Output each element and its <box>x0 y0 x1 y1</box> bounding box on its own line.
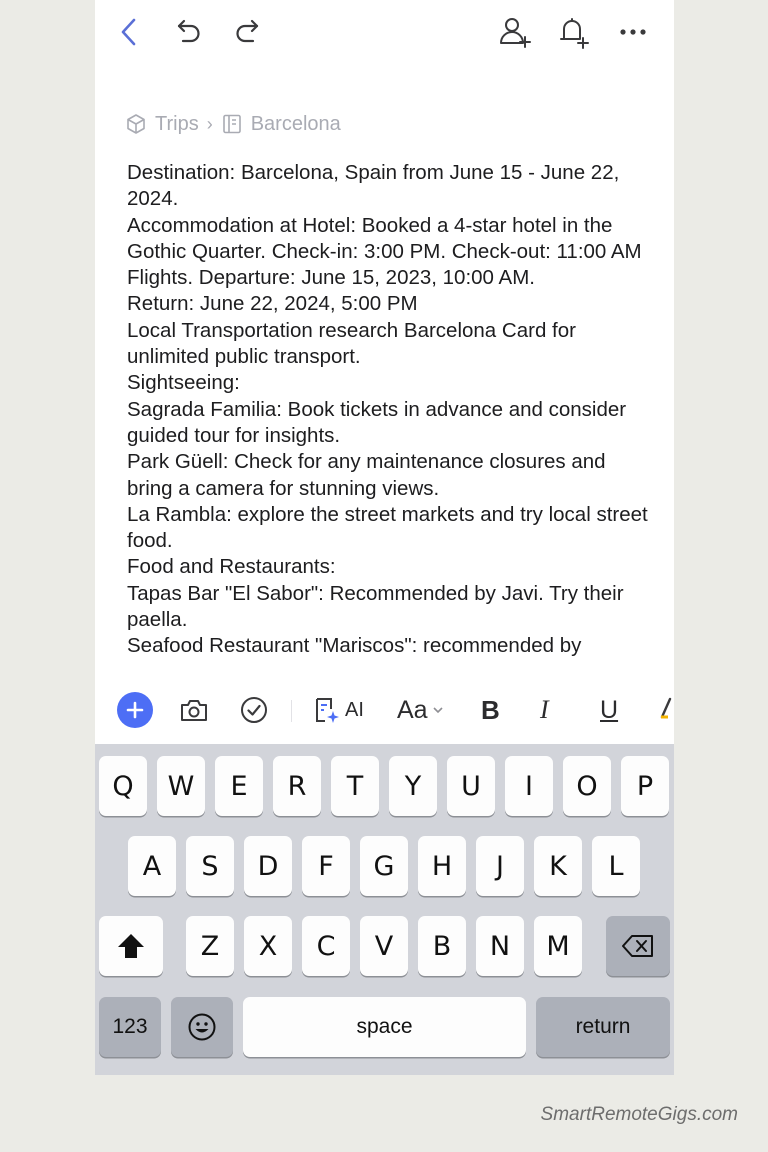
bold-button[interactable] <box>481 690 500 730</box>
ai-label: AI <box>345 698 364 721</box>
key-s[interactable]: S <box>186 836 234 896</box>
more-options-button[interactable] <box>613 12 653 52</box>
key-u[interactable]: U <box>447 756 495 816</box>
backspace-icon <box>621 934 655 958</box>
space-key[interactable]: space <box>243 997 526 1057</box>
italic-button[interactable] <box>540 690 549 730</box>
keyboard <box>95 744 674 1075</box>
formatting-toolbar <box>95 682 674 738</box>
key-t[interactable]: T <box>331 756 379 816</box>
italic-label: I <box>540 695 549 724</box>
key-y[interactable]: Y <box>389 756 437 816</box>
check-circle-icon <box>239 695 269 725</box>
shift-key[interactable] <box>99 916 163 976</box>
note-line: Park Güell: Check for any maintenance closures and bring a camera for stunning views. <box>127 450 606 500</box>
bell-plus-icon <box>556 15 590 49</box>
chevron-down-icon <box>432 706 444 714</box>
note-line: Flights. Departure: June 15, 2023, 10:00 AM. <box>127 266 535 290</box>
phone-screen <box>95 0 674 1075</box>
key-l[interactable]: L <box>592 836 640 896</box>
undo-icon <box>174 17 204 47</box>
note-line: Local Transportation research Barcelona Card for unlimited public transport. <box>127 318 576 369</box>
note-line: Return: June 22, 2024, 5:00 PM <box>127 292 418 316</box>
key-z[interactable]: Z <box>186 916 234 976</box>
key-d[interactable]: D <box>244 836 292 896</box>
key-r[interactable]: R <box>273 756 321 816</box>
breadcrumb <box>125 110 341 138</box>
checklist-button[interactable] <box>239 690 269 730</box>
shift-arrow-icon <box>116 932 146 960</box>
key-p[interactable]: P <box>621 756 669 816</box>
key-k[interactable]: K <box>534 836 582 896</box>
back-button[interactable] <box>109 12 149 52</box>
key-j[interactable]: J <box>476 836 524 896</box>
top-bar <box>95 0 674 64</box>
camera-icon <box>179 697 209 723</box>
highlighter-icon <box>658 695 674 725</box>
note-editor[interactable] <box>127 160 652 672</box>
key-o[interactable]: O <box>563 756 611 816</box>
key-b[interactable]: B <box>418 916 466 976</box>
camera-button[interactable] <box>179 690 209 730</box>
note-line: Food and Restaurants: <box>127 555 336 579</box>
key-g[interactable]: G <box>360 836 408 896</box>
delete-key[interactable] <box>606 916 670 976</box>
undo-button[interactable] <box>169 12 209 52</box>
redo-icon <box>232 17 262 47</box>
breadcrumb-notebook[interactable]: Trips <box>155 112 199 135</box>
key-e[interactable]: E <box>215 756 263 816</box>
text-format-button[interactable] <box>397 690 444 730</box>
toolbar-divider <box>291 700 292 722</box>
ai-button[interactable] <box>311 690 364 730</box>
redo-button[interactable] <box>227 12 267 52</box>
key-f[interactable]: F <box>302 836 350 896</box>
key-q[interactable]: Q <box>99 756 147 816</box>
notebook-cube-icon <box>125 113 147 135</box>
plus-icon <box>117 692 153 728</box>
key-i[interactable]: I <box>505 756 553 816</box>
note-icon <box>221 113 243 135</box>
key-x[interactable]: X <box>244 916 292 976</box>
key-h[interactable]: H <box>418 836 466 896</box>
emoji-icon <box>187 1012 217 1042</box>
emoji-key[interactable] <box>171 997 233 1057</box>
underline-button[interactable] <box>600 690 618 730</box>
add-user-icon <box>498 15 532 49</box>
format-label: Aa <box>397 695 428 724</box>
note-line: Sightseeing: <box>127 371 240 395</box>
share-button[interactable] <box>495 12 535 52</box>
return-key[interactable]: return <box>536 997 670 1057</box>
key-m[interactable]: M <box>534 916 582 976</box>
key-c[interactable]: C <box>302 916 350 976</box>
chevron-left-icon <box>117 17 141 47</box>
key-v[interactable]: V <box>360 916 408 976</box>
key-w[interactable]: W <box>157 756 205 816</box>
note-line: Sagrada Familia: Book tickets in advance and consider guided tour for insights. <box>127 397 627 447</box>
key-a[interactable]: A <box>128 836 176 896</box>
more-horizontal-icon <box>619 27 647 37</box>
numbers-key[interactable]: 123 <box>99 997 161 1057</box>
watermark: SmartRemoteGigs.com <box>540 1104 738 1125</box>
note-line: Destination: Barcelona, Spain from June 15 - June 22, 2024. <box>127 161 620 211</box>
note-line: Accommodation at Hotel: Booked a 4-star hotel in the Gothic Quarter. Check-in: 3:00 PM. Check-out: 11:00 AM <box>127 213 642 263</box>
insert-button[interactable] <box>117 690 153 730</box>
underline-label: U <box>600 695 619 724</box>
note-line: Seafood Restaurant "Mariscos": recommended by <box>127 634 582 658</box>
note-line: La Rambla: explore the street markets and try local street food. <box>127 502 648 553</box>
add-reminder-button[interactable] <box>553 12 593 52</box>
note-line: Tapas Bar "El Sabor": Recommended by Javi. Try their paella. <box>127 581 624 632</box>
breadcrumb-separator: › <box>206 113 213 134</box>
breadcrumb-note[interactable]: Barcelona <box>250 112 341 135</box>
highlight-button[interactable] <box>658 690 674 730</box>
ai-sparkle-icon <box>311 695 341 725</box>
bold-label: B <box>481 694 500 725</box>
key-n[interactable]: N <box>476 916 524 976</box>
